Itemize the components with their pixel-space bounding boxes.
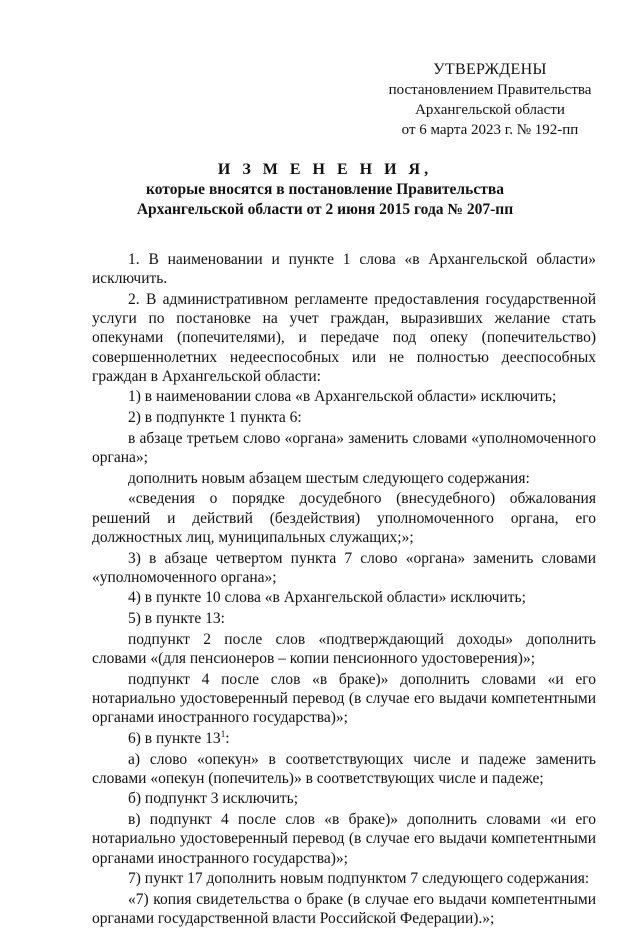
- paragraph-4: 2) в подпункте 1 пункта 6:: [128, 409, 302, 427]
- paragraph-8: 3) в абзаце четвертом пункта 7 слово «органа» заменить словами «уполномоченного органа»;: [92, 549, 596, 586]
- paragraph-10: 5) в пункте 13:: [128, 610, 225, 628]
- paragraph-14: а) слово «опекун» в соответствующих числе и падеже заменить словами «опекун (попечитель)» в соответствующих числе и падеже;: [92, 750, 596, 787]
- paragraph-2: 2. В административном регламенте предоставления государственной услуги по постановке на учет граждан, выразивших желание стать опекунами (попечителями), и передаче под опеку (попечительство) совершеннолетних недееспособных или не полностью дееспособных граждан в Архангельской области:: [92, 290, 596, 385]
- paragraph-3: 1) в наименовании слова «в Архангельской области» исключить;: [128, 388, 557, 406]
- paragraph-13-superscript: 1: [220, 728, 226, 739]
- paragraph-13: [92, 729, 596, 748]
- approval-title: УТВЕРЖДЕНЫ: [433, 61, 547, 78]
- approval-line-2: Архангельской области: [415, 102, 565, 118]
- paragraph-5: в абзаце третьем слово «органа» заменить словами «уполномоченного органа»;: [92, 429, 596, 467]
- paragraph-16: в) подпункт 4 после слов «в браке)» дополнить словами «и его нотариально удостоверенный перевод (в случае его выдачи компетентными органами иностранного государства)»;: [92, 811, 596, 867]
- paragraph-13-text: 6) в пункте 13: [128, 729, 221, 747]
- paragraph-9: 4) в пункте 10 слова «в Архангельской области» исключить;: [128, 589, 526, 607]
- document-body: [92, 250, 596, 928]
- approval-stamp: [370, 60, 610, 140]
- approval-line-3: от 6 марта 2023 г. № 192-пп: [401, 122, 579, 138]
- paragraph-17: 7) пункт 17 дополнить новым подпунктом 7 следующего содержания:: [128, 870, 590, 888]
- paragraph-18: «7) копия свидетельства о браке (в случае его выдачи компетентными органами государственной власти Российской Федерации).»;: [92, 891, 596, 928]
- paragraph-12: подпункт 4 после слов «в браке)» дополнить словами «и его нотариально удостоверенный перевод (в случае его выдачи компетентными органами иностранного государства)»;: [92, 670, 596, 727]
- paragraph-11: подпункт 2 после слов «подтверждающий доходы» дополнить словами «(для пенсионеров – копии пенсионного удостоверения)»;: [92, 630, 596, 668]
- paragraph-6: дополнить новым абзацем шестым следующего содержания:: [128, 469, 530, 487]
- heading-line-1: которые вносятся в постановление Правительства: [146, 181, 504, 198]
- heading-line-2: Архангельской области от 2 июня 2015 года № 207-пп: [136, 201, 514, 218]
- heading-title: И З М Е Н Е Н И Я,: [217, 161, 433, 178]
- paragraph-1: 1. В наименовании и пункте 1 слова «в Архангельской области» исключить.: [92, 251, 596, 288]
- document-heading: [60, 160, 590, 220]
- approval-line-1: постановлением Правительства: [388, 82, 592, 98]
- paragraph-15: б) подпункт 3 исключить;: [128, 790, 299, 808]
- paragraph-13-colon: :: [225, 729, 230, 747]
- paragraph-7: «сведения о порядке досудебного (внесудебного) обжалования решений и действий (бездействия) уполномоченного органа, его должностных лиц, муниципальных служащих;»;: [92, 490, 596, 546]
